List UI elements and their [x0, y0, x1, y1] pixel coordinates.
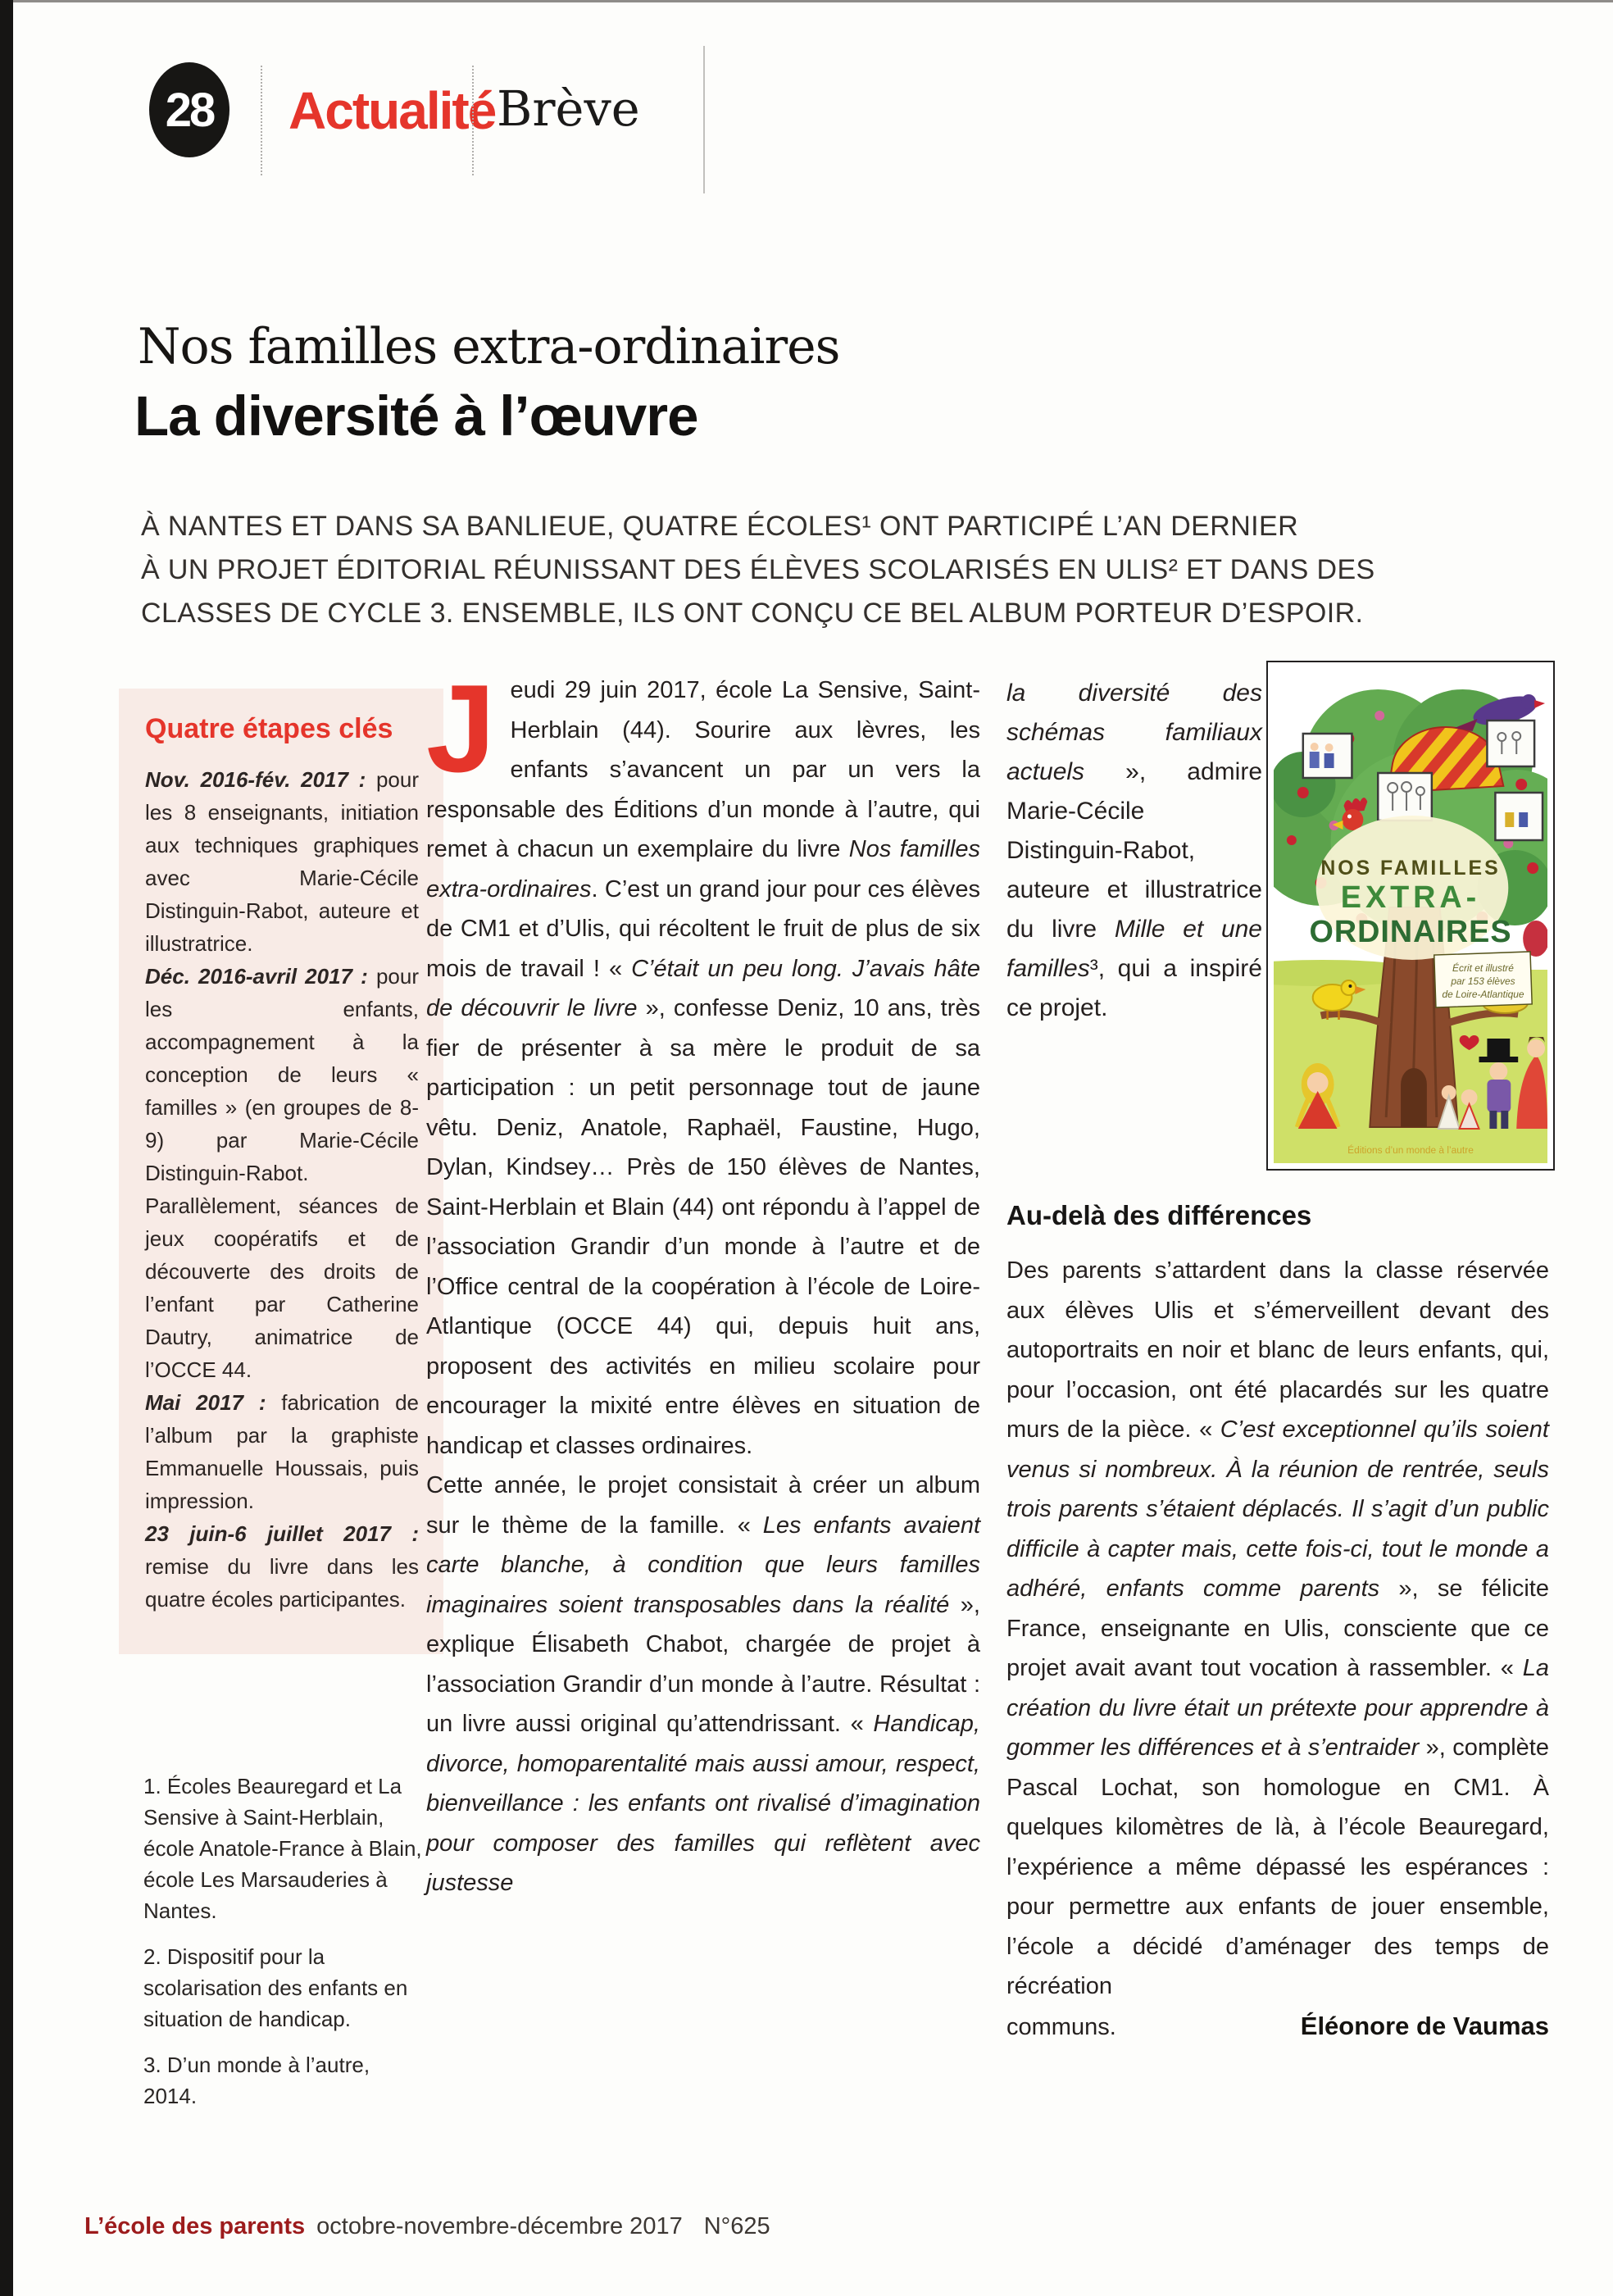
sidebar-entry — [145, 1386, 419, 1517]
section-label: Actualité — [289, 81, 496, 140]
paragraph-text: eudi 29 juin 2017, école La Sensive, Saint-Herblain (44). Sourire aux lèvres, les enfants s’avancent un par un vers la responsable des Éditions d’un monde à l’autre, qui remet à chacun un exemplaire du livre Nos familles extra-ordinaires. C’est un grand jour pour ces élèves de CM1 et d’Ulis, qui récoltent le fruit de plus de six mois de travail ! « C’était un peu long. J’avais hâte de découvrir le livre », confesse Deniz, 10 ans, très fier de présenter à sa mère le produit de sa participation : un petit personnage tout de jaune vêtu. Deniz, Anatole, Raphaël, Faustine, Hugo, Dylan, Kindsey… Près de 150 élèves de Nantes, Saint-Herblain et Blain (44) ont répondu à l’appel de l’association Grandir d’un monde à l’autre et de l’Office central de la coopération à l’école de Loire-Atlantique (OCCE 44) qui, depuis huit ans, proposent des activités en milieu scolaire pour encourager la mixité entre élèves en situation de handicap et classes ordinaires. — [426, 677, 980, 1459]
body-paragraph-3: Des parents s’attardent dans la classe réservée aux élèves Ulis et s’émerveillent devant des autoportraits en noir et blanc de leurs enfants, qui, pour l’occasion, ont été placardés sur les quatre murs de la pièce. « C’est exceptionnel qu’ils soient venus si nombreux. À la réunion de rentrée, seuls trois parents s’étaient déplacés. Il s’agit d’un public difficile à capter mais, cette fois-ci, tout le monde a adhéré, enfants comme parents », se félicite France, enseignante en Ulis, consciente que ce projet avait avant tout vocation à rassembler. « La création du livre était un prétexte pour apprendre à gommer les différences et à s’entraider », complète Pascal Lochat, son homologue en CM1. À quelques kilomètres de là, à l’école Beauregard, l’expérience a même dépassé les espérances : pour permettre aux enfants de jouer ensemble, l’école a décidé d’aménager des temps de récréation — [1006, 1257, 1549, 1999]
footnotes — [143, 1771, 425, 2126]
sidebar-title: Quatre étapes clés — [145, 713, 393, 744]
key-steps-sidebar — [119, 689, 443, 1654]
scan-edge-left — [0, 0, 13, 2296]
article-title: La diversité à l’œuvre — [134, 384, 698, 448]
sidebar-entry-date: Nov. 2016-fév. 2017 : — [145, 767, 366, 792]
scan-edge-top — [13, 0, 1613, 2]
issue-number: N°625 — [703, 2213, 770, 2239]
article-column-right — [1006, 1251, 1549, 2047]
page-number-badge — [149, 62, 229, 157]
drop-cap: J — [426, 659, 496, 798]
body-paragraph-2: Cette année, le projet consistait à créer un album sur le thème de la famille. « Les enfants avaient carte blanche, à condition que leurs familles imaginaires soient transposables dans la réalité », explique Élisabeth Chabot, chargée de projet à l’association Grandir d’un monde à l’autre. Résultat : un livre aussi original qu’attendrissant. « Handicap, divorce, homoparentalité mais aussi amour, respect, bienveillance : les enfants ont rivalisé d’imagination pour composer des familles qui reflètent avec justesse — [426, 1472, 980, 1896]
intro-line: CLASSES DE CYCLE 3. ENSEMBLE, ILS ONT CONÇU CE BEL ALBUM PORTEUR D’ESPOIR. — [141, 598, 1364, 629]
sidebar-entry — [145, 763, 419, 960]
sidebar-entry-text: pour les enfants, accompagnement à la conception de leurs « familles » (en groupes de 8-9) par Marie-Cécile Distinguin-Rabot. Parallèlement, séances de jeux coopératifs et de découverte des droits de l’enfant par Catherine Dautry, animatrice de l’OCCE 44. — [145, 964, 420, 1382]
issue-date: octobre-novembre-décembre 2017 — [316, 2213, 683, 2239]
subheading: Au-delà des différences — [1006, 1200, 1312, 1230]
sidebar-entry — [145, 1517, 419, 1616]
article-column-middle — [426, 659, 980, 1903]
cover-title-bottom: ORDINAIRES — [1309, 914, 1512, 950]
paragraph-tail: communs. — [1006, 2013, 1116, 2040]
sidebar-entry-text: pour les 8 enseignants, initiation aux techniques graphiques avec Marie-Cécile Distinguin-Rabot, auteure et illustratrice. — [145, 767, 419, 956]
article-column-right-top: la diversité des schémas familiaux actuels », admire Marie-Cécile Distinguin-Rabot, auteure et illustratrice du livre Mille et une familles³, qui a inspiré ce projet. — [1006, 680, 1262, 1021]
sidebar-entry-date: Déc. 2016-avril 2017 : — [145, 964, 368, 989]
book-cover-illustration — [1274, 668, 1547, 1163]
article-kicker: Nos familles extra-ordinaires — [138, 318, 840, 375]
sidebar-entry-date: 23 juin-6 juillet 2017 : — [145, 1521, 419, 1546]
signature-line — [1006, 2007, 1549, 2048]
footnote-1: 1. Écoles Beauregard et La Sensive à Saint-Herblain, école Anatole-France à Blain, école Les Marsauderies à Nantes. — [143, 1774, 422, 1923]
sidebar-entry-date: Mai 2017 : — [145, 1390, 266, 1415]
intro-line: À NANTES ET DANS SA BANLIEUE, QUATRE ÉCOLES¹ ONT PARTICIPÉ L’AN DERNIER — [141, 511, 1299, 542]
rubric-label: Brève — [497, 80, 640, 137]
magazine-title: L’école des parents — [84, 2213, 306, 2239]
cover-publisher: Éditions d’un monde à l’autre — [1347, 1143, 1474, 1157]
header-divider-2 — [472, 66, 474, 175]
cover-label-line: par 153 élèves — [1451, 975, 1515, 988]
cover-title-mid: EXTRA- — [1340, 880, 1481, 916]
cover-label-line: de Loire-Atlantique — [1442, 988, 1524, 1001]
sidebar-entry-text: fabrication de l’album par la graphiste Emmanuelle Houssais, puis impression. — [145, 1390, 419, 1513]
page-number: 28 — [165, 83, 214, 137]
header-divider-3 — [703, 46, 705, 193]
book-cover — [1266, 661, 1555, 1171]
body-paragraph-1 — [426, 659, 980, 1466]
article-intro — [141, 505, 1375, 635]
sidebar-entry — [145, 960, 419, 1386]
sidebar-entry-text: remise du livre dans les quatre écoles participantes. — [145, 1554, 419, 1612]
author-signature: Éléonore de Vaumas — [1300, 2011, 1549, 2040]
cover-title-top: NOS FAMILLES — [1320, 856, 1501, 880]
page-footer — [84, 2213, 770, 2240]
footnote-2: 2. Dispositif pour la scolarisation des enfants en situation de handicap. — [143, 1944, 408, 2031]
cover-label-line: Écrit et illustré — [1452, 962, 1514, 975]
header-divider-1 — [261, 66, 262, 175]
intro-line: À UN PROJET ÉDITORIAL RÉUNISSANT DES ÉLÈVES SCOLARISÉS EN ULIS² ET DANS DES — [141, 554, 1375, 585]
cover-label — [1434, 952, 1532, 1007]
footnote-3: 3. D’un monde à l’autre, 2014. — [143, 2053, 370, 2108]
